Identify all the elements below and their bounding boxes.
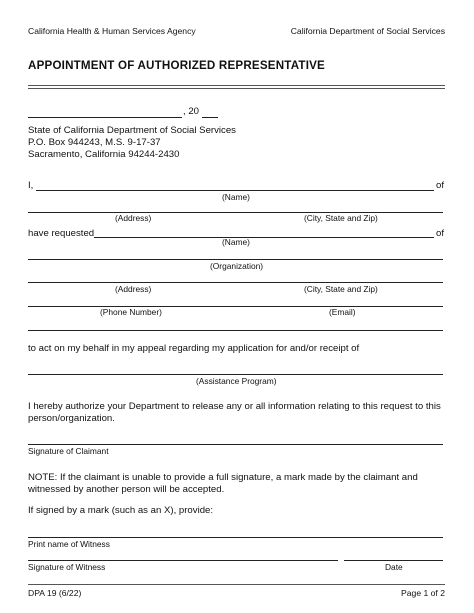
claimant-address-field[interactable] [28, 212, 443, 213]
claimant-name-field[interactable] [36, 190, 434, 191]
title-rule-bottom [28, 88, 445, 89]
date-year-prefix: , 20 [183, 106, 200, 117]
witness-print-name-field[interactable] [28, 537, 443, 538]
email-caption: (Email) [329, 307, 356, 317]
contact-field[interactable] [28, 306, 443, 307]
form-id: DPA 19 (6/22) [28, 588, 82, 598]
representative-prefix: have requested [28, 228, 95, 239]
address-line-1: State of California Department of Social Services [28, 125, 236, 136]
header-agency-right: California Department of Social Services [290, 26, 445, 36]
page-number: Page 1 of 2 [401, 588, 445, 598]
witness-signature-caption: Signature of Witness [28, 562, 106, 572]
claimant-city-caption: (City, State and Zip) [304, 213, 378, 223]
extra-field-line[interactable] [28, 330, 443, 331]
rep-address-caption: (Address) [115, 284, 152, 294]
assistance-program-field[interactable] [28, 374, 443, 375]
address-line-3: Sacramento, California 94244-2430 [28, 149, 180, 160]
rep-address-field[interactable] [28, 282, 443, 283]
authorization-line-2: person/organization. [28, 413, 115, 424]
claimant-signature-caption: Signature of Claimant [28, 446, 109, 456]
claimant-prefix: I, [28, 180, 34, 191]
rep-city-caption: (City, State and Zip) [304, 284, 378, 294]
mark-instruction: If signed by a mark (such as an X), provide: [28, 505, 214, 516]
authorization-line-1: I hereby authorize your Department to release any or all information relating to this request to this [28, 401, 441, 412]
representative-suffix: of [436, 228, 445, 239]
organization-field[interactable] [28, 259, 443, 260]
phone-caption: (Phone Number) [100, 307, 162, 317]
note-line-2: witnessed by another person will be accepted. [28, 484, 225, 495]
witness-date-field[interactable] [344, 560, 443, 561]
date-blank[interactable] [28, 117, 182, 118]
organization-caption: (Organization) [210, 261, 264, 271]
footer-rule [28, 584, 445, 585]
assistance-caption: (Assistance Program) [196, 376, 277, 386]
title-rule-top [28, 85, 445, 86]
witness-date-caption: Date [385, 562, 403, 572]
claimant-suffix: of [436, 180, 445, 191]
header-agency-left: California Health & Human Services Agency [28, 26, 196, 36]
year-blank[interactable] [202, 117, 218, 118]
note-line-1: NOTE: If the claimant is unable to provide a full signature, a mark made by the claimant and [28, 472, 418, 483]
act-statement: to act on my behalf in my appeal regarding my application for and/or receipt of [28, 343, 360, 354]
claimant-address-caption: (Address) [115, 213, 152, 223]
witness-signature-field[interactable] [28, 560, 338, 561]
witness-print-caption: Print name of Witness [28, 539, 110, 549]
claimant-signature-field[interactable] [28, 444, 443, 445]
form-title: APPOINTMENT OF AUTHORIZED REPRESENTATIVE [28, 59, 325, 72]
representative-name-field[interactable] [94, 237, 434, 238]
address-line-2: P.O. Box 944243, M.S. 9-17-37 [28, 137, 161, 148]
representative-name-caption: (Name) [222, 237, 250, 247]
claimant-name-caption: (Name) [222, 192, 250, 202]
